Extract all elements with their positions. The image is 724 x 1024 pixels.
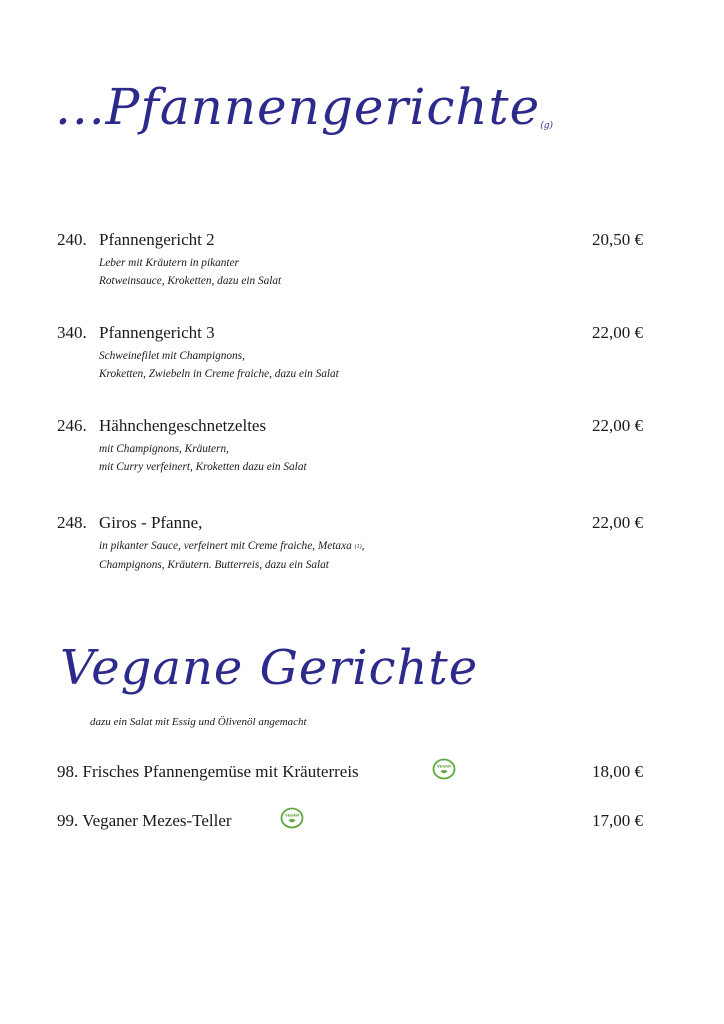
menu-item [57,230,647,290]
section-title-vegane-gerichte: Vegane Gerichte [60,640,479,696]
vegan-item-text: 99. Veganer Mezes-Teller [57,811,232,830]
item-name: Giros - Pfanne, [99,513,203,532]
item-name: Pfannengericht 2 [99,230,215,249]
vegan-menu-item [57,807,647,835]
item-description-line: mit Curry verfeinert, Kroketten dazu ein Salat [99,461,307,473]
menu-item [57,416,647,476]
vegan-item-price: 18,00 € [592,762,643,781]
item-price: 22,00 € [592,416,643,435]
svg-text:VEGAN: VEGAN [437,764,451,769]
item-name: Pfannengericht 3 [99,323,215,342]
svg-text:VEGAN: VEGAN [285,813,299,818]
item-description-line [99,537,647,556]
item-number: 340. [57,323,87,342]
title-suffix: (g) [540,121,554,131]
item-price: 22,00 € [592,513,643,532]
item-price: 22,00 € [592,323,643,342]
vegan-menu-item [57,758,647,786]
vegan-item-text: 98. Frisches Pfannengemüse mit Kräuterreis [57,762,359,781]
item-description-line: Kroketten, Zwiebeln in Creme fraiche, dazu ein Salat [99,368,339,380]
item-number: 248. [57,513,87,532]
menu-item [57,513,647,574]
vegan-badge-icon [432,758,456,780]
description-text: in pikanter Sauce, verfeinert mit Creme fraiche, Metaxa [99,540,355,552]
item-description-line: Schweinefilet mit Champignons, [99,350,245,362]
item-description-line: Champignons, Kräutern. Butterreis, dazu ein Salat [99,559,329,571]
description-text: , [361,540,365,552]
section-intro: dazu ein Salat mit Essig und Ölivenöl angemacht [90,716,307,728]
section-title-pfannengerichte [55,78,553,136]
section-title-text: ...Pfannengerichte [55,78,541,136]
vegan-badge-icon [280,807,304,829]
vegan-item-price: 17,00 € [592,811,643,830]
item-description-line: mit Champignons, Kräutern, [99,443,229,455]
item-description-line: Rotweinsauce, Kroketten, dazu ein Salat [99,275,282,287]
item-number: 240. [57,230,87,249]
item-price: 20,50 € [592,230,643,249]
menu-item [57,323,647,383]
item-name: Hähnchengeschnetzeltes [99,416,267,435]
allergen-note: (1) [354,544,362,550]
item-description-line: Leber mit Kräutern in pikanter [99,257,239,269]
item-number: 246. [57,416,87,435]
